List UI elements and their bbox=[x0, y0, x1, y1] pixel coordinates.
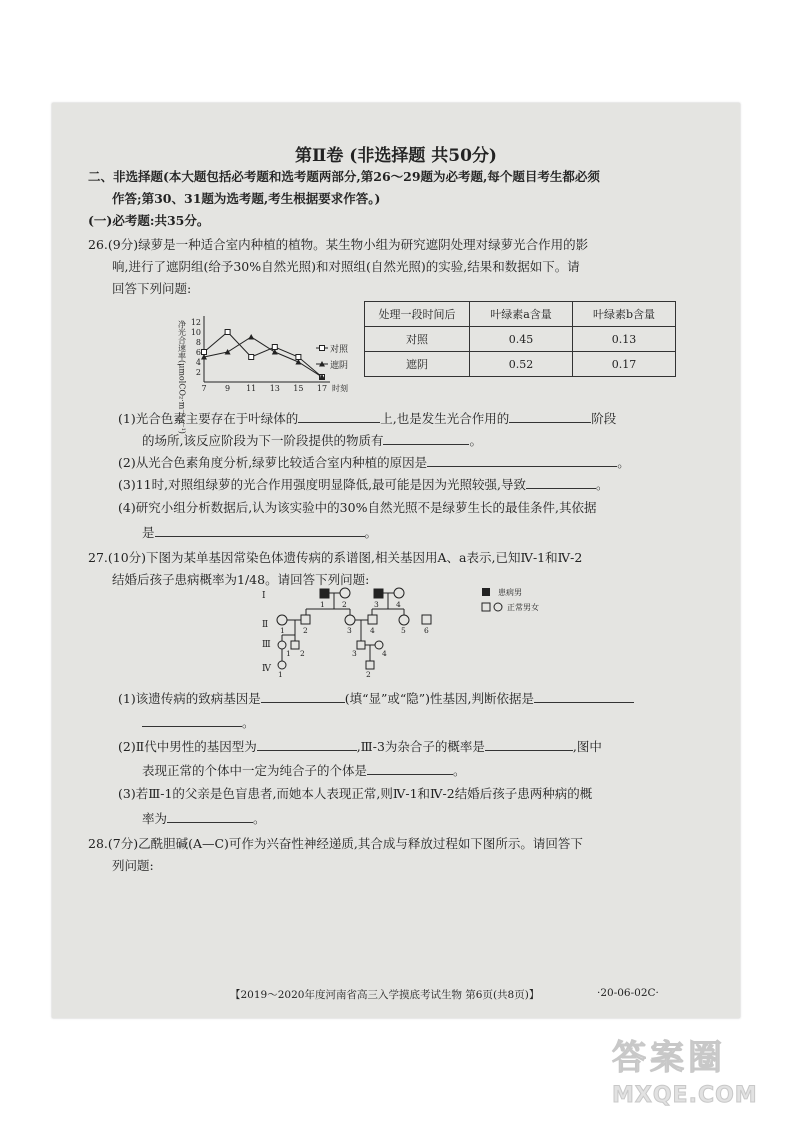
svg-text:6: 6 bbox=[424, 626, 429, 635]
q27-sub2-line1 bbox=[118, 738, 602, 755]
x-tick-label: 17 bbox=[316, 384, 328, 393]
svg-text:1: 1 bbox=[286, 649, 291, 658]
q27-sub1-line1 bbox=[118, 690, 634, 707]
x-tick-label: 7 bbox=[201, 384, 207, 393]
data-point bbox=[225, 330, 230, 335]
q27-sub3-text: 率为 bbox=[142, 811, 168, 826]
answer-blank[interactable] bbox=[261, 690, 345, 703]
q26-sub2-text: (2)从光合色素角度分析,绿萝比较适合室内种植的原因是 bbox=[118, 455, 428, 470]
svg-text:2: 2 bbox=[300, 649, 305, 658]
svg-text:2: 2 bbox=[342, 600, 347, 609]
answer-blank[interactable] bbox=[526, 476, 596, 489]
page-footer: 【2019～2020年度河南省高三入学摸底考试生物 第6页(共8页)】 bbox=[230, 989, 540, 1001]
svg-text:2: 2 bbox=[366, 670, 371, 679]
affected-male bbox=[320, 589, 329, 598]
q26-sub3-text: (3)11时,对照组绿萝的光合作用强度明显降低,最可能是因为光照较强,导致 bbox=[118, 477, 527, 492]
data-point bbox=[225, 349, 231, 355]
series-line-shade bbox=[204, 337, 322, 377]
normal-female bbox=[340, 588, 350, 598]
y-tick-label: 4 bbox=[195, 358, 201, 367]
y-tick-label: 12 bbox=[190, 318, 201, 327]
q28-stem-2: 列问题: bbox=[112, 858, 154, 873]
q27-sub1-text-a: (1)该遗传病的致病基因是 bbox=[118, 691, 261, 706]
legend-affected-symbol bbox=[482, 588, 490, 596]
svg-text:1: 1 bbox=[320, 600, 325, 609]
x-tick-label: 15 bbox=[293, 384, 304, 393]
legend-label: 遮阴 bbox=[330, 361, 349, 371]
data-point bbox=[296, 355, 301, 360]
q27-sub2-text-c: ,图中 bbox=[572, 739, 602, 754]
affected-male bbox=[374, 589, 383, 598]
answer-blank[interactable] bbox=[534, 690, 634, 703]
table-header: 叶绿素a含量 bbox=[470, 302, 573, 327]
y-tick-label: 10 bbox=[190, 328, 201, 337]
section-header-line2: 作答;第30、31题为选考题,考生根据要求作答。) bbox=[112, 191, 381, 206]
q26-stem-1: 26.(9分)绿萝是一种适合室内种植的植物。某生物小组为研究遮阴处理对绿萝光合作用的影 bbox=[88, 237, 589, 252]
answer-blank[interactable] bbox=[383, 432, 469, 445]
svg-text:3: 3 bbox=[374, 600, 379, 609]
x-tick-label: 9 bbox=[225, 384, 231, 393]
answer-blank[interactable] bbox=[427, 454, 617, 467]
table-header: 处理一段时间后 bbox=[365, 302, 470, 327]
legend-marker bbox=[320, 346, 325, 351]
q27-stem-1: 27.(10分)下图为某单基因常染色体遗传病的系谱图,相关基因用A、a表示,已知Ⅳ-1和Ⅳ-2 bbox=[88, 550, 583, 565]
generation-label: Ⅳ bbox=[262, 664, 271, 674]
data-point bbox=[272, 345, 277, 350]
watermark-logo bbox=[612, 1030, 758, 1108]
generation-label: Ⅲ bbox=[262, 640, 271, 650]
svg-text:1: 1 bbox=[280, 626, 285, 635]
page-title: 第Ⅱ卷 (非选择题 共50分) bbox=[295, 146, 497, 166]
legend-normal: 正常男女 bbox=[507, 603, 539, 612]
y-axis-label: 净光合速率(μmolCO₂·m⁻²·s⁻¹) bbox=[177, 320, 187, 434]
q26-sub1-text-a: (1)光合色素主要存在于叶绿体的 bbox=[118, 411, 299, 426]
svg-text:4: 4 bbox=[396, 600, 401, 609]
answer-blank[interactable] bbox=[298, 410, 380, 423]
q26-sub1-line1 bbox=[118, 410, 616, 427]
exam-page bbox=[52, 103, 740, 1018]
q26-sub1-text-b: 上,也是发生光合作用的 bbox=[380, 411, 510, 426]
q27-stem-2: 结婚后孩子患病概率为1/48。请回答下列问题: bbox=[112, 572, 370, 587]
table-cell: 0.17 bbox=[573, 352, 676, 377]
x-axis-label: 时刻 bbox=[332, 384, 348, 393]
generation-label: Ⅰ bbox=[262, 591, 266, 601]
watermark-url: MXQE.COM bbox=[612, 1083, 758, 1108]
answer-blank[interactable] bbox=[257, 738, 357, 751]
q27-sub2-text-a: (2)Ⅱ代中男性的基因型为 bbox=[118, 739, 257, 754]
q27-sub1-line2: 。 bbox=[142, 714, 255, 731]
chlorophyll-table bbox=[364, 301, 676, 377]
answer-blank[interactable] bbox=[142, 714, 242, 727]
table-cell: 0.13 bbox=[573, 327, 676, 352]
watermark-text: 答案圈 bbox=[612, 1038, 726, 1078]
answer-blank[interactable] bbox=[167, 810, 253, 823]
svg-text:3: 3 bbox=[347, 626, 352, 635]
svg-text:4: 4 bbox=[370, 626, 375, 635]
svg-text:3: 3 bbox=[352, 649, 357, 658]
table-cell: 对照 bbox=[365, 327, 470, 352]
pedigree-chart bbox=[262, 585, 539, 679]
y-tick-label: 8 bbox=[195, 338, 201, 347]
section-subheader: (一)必考题:共35分。 bbox=[88, 213, 210, 228]
x-tick-label: 11 bbox=[246, 384, 257, 393]
q26-sub2: (2)从光合色素角度分析,绿萝比较适合室内种植的原因是 。 bbox=[118, 455, 630, 470]
q26-sub4-line1: (4)研究小组分析数据后,认为该实验中的30%自然光照不是绿萝生长的最佳条件,其依据 bbox=[118, 500, 597, 515]
table-cell: 遮阴 bbox=[365, 352, 470, 377]
q26-sub3: (3)11时,对照组绿萝的光合作用强度明显降低,最可能是因为光照较强,导致 。 bbox=[118, 477, 609, 492]
exam-code: ·20-06-02C· bbox=[597, 987, 659, 999]
legend-normal-female-symbol bbox=[494, 603, 502, 611]
section-header-line1: 二、非选择题(本大题包括必考题和选考题两部分,第26～29题为必考题,每个题目考生都必须 bbox=[88, 169, 600, 184]
q27-sub1-text-b: (填“显”或“隐”)性基因,判断依据是 bbox=[344, 691, 535, 706]
q27-sub3-line1: (3)若Ⅲ-1的父亲是色盲患者,而她本人表现正常,则Ⅳ-1和Ⅳ-2结婚后孩子患两种病的概 bbox=[118, 786, 593, 801]
data-point bbox=[248, 334, 254, 340]
q26-stem-3: 回答下列问题: bbox=[112, 281, 192, 296]
series-line-control bbox=[204, 332, 322, 377]
x-tick-label: 13 bbox=[269, 384, 280, 393]
normal-female bbox=[394, 588, 404, 598]
table-cell: 0.52 bbox=[470, 352, 573, 377]
q27-sub3-line2: 率为 。 bbox=[142, 811, 266, 826]
generation-label: Ⅱ bbox=[262, 620, 269, 630]
answer-blank[interactable] bbox=[367, 762, 453, 775]
svg-text:4: 4 bbox=[382, 649, 387, 658]
q26-stem-2: 响,进行了遮阴组(给予30%自然光照)和对照组(自然光照)的实验,结果和数据如下。请 bbox=[112, 259, 580, 274]
svg-text:1: 1 bbox=[278, 670, 283, 679]
legend-normal-male-symbol bbox=[482, 603, 490, 611]
answer-blank[interactable] bbox=[485, 738, 573, 751]
legend-label: 对照 bbox=[330, 345, 349, 355]
q27-sub2-text-d: 表现正常的个体中一定为纯合子的个体是 bbox=[142, 763, 368, 778]
answer-blank[interactable] bbox=[155, 524, 365, 537]
q26-sub1-line2: 的场所,该反应阶段为下一阶段提供的物质有 。 bbox=[142, 433, 482, 448]
svg-text:2: 2 bbox=[303, 626, 308, 635]
q26-sub4-text: 是 bbox=[142, 525, 155, 540]
svg-text:5: 5 bbox=[401, 626, 406, 635]
legend-affected: 患病男 bbox=[498, 588, 522, 597]
data-point bbox=[249, 355, 254, 360]
q26-sub1-text-c: 阶段 bbox=[591, 411, 617, 426]
answer-blank[interactable] bbox=[509, 410, 591, 423]
y-tick-label: 2 bbox=[195, 368, 201, 377]
q26-sub4-line2: 是 。 bbox=[142, 525, 378, 540]
data-point bbox=[202, 350, 207, 355]
q27-sub2-line2: 表现正常的个体中一定为纯合子的个体是 。 bbox=[142, 763, 466, 778]
y-tick-label: 6 bbox=[195, 348, 201, 357]
q27-sub2-text-b: ,Ⅲ-3为杂合子的概率是 bbox=[356, 739, 485, 754]
q28-stem-1: 28.(7分)乙酰胆碱(A—C)可作为兴奋性神经递质,其合成与释放过程如下图所示。请回答下 bbox=[88, 836, 583, 851]
table-header: 叶绿素b含量 bbox=[573, 302, 676, 327]
q26-sub1-text-d: 的场所,该反应阶段为下一阶段提供的物质有 bbox=[142, 433, 384, 448]
table-cell: 0.45 bbox=[470, 327, 573, 352]
